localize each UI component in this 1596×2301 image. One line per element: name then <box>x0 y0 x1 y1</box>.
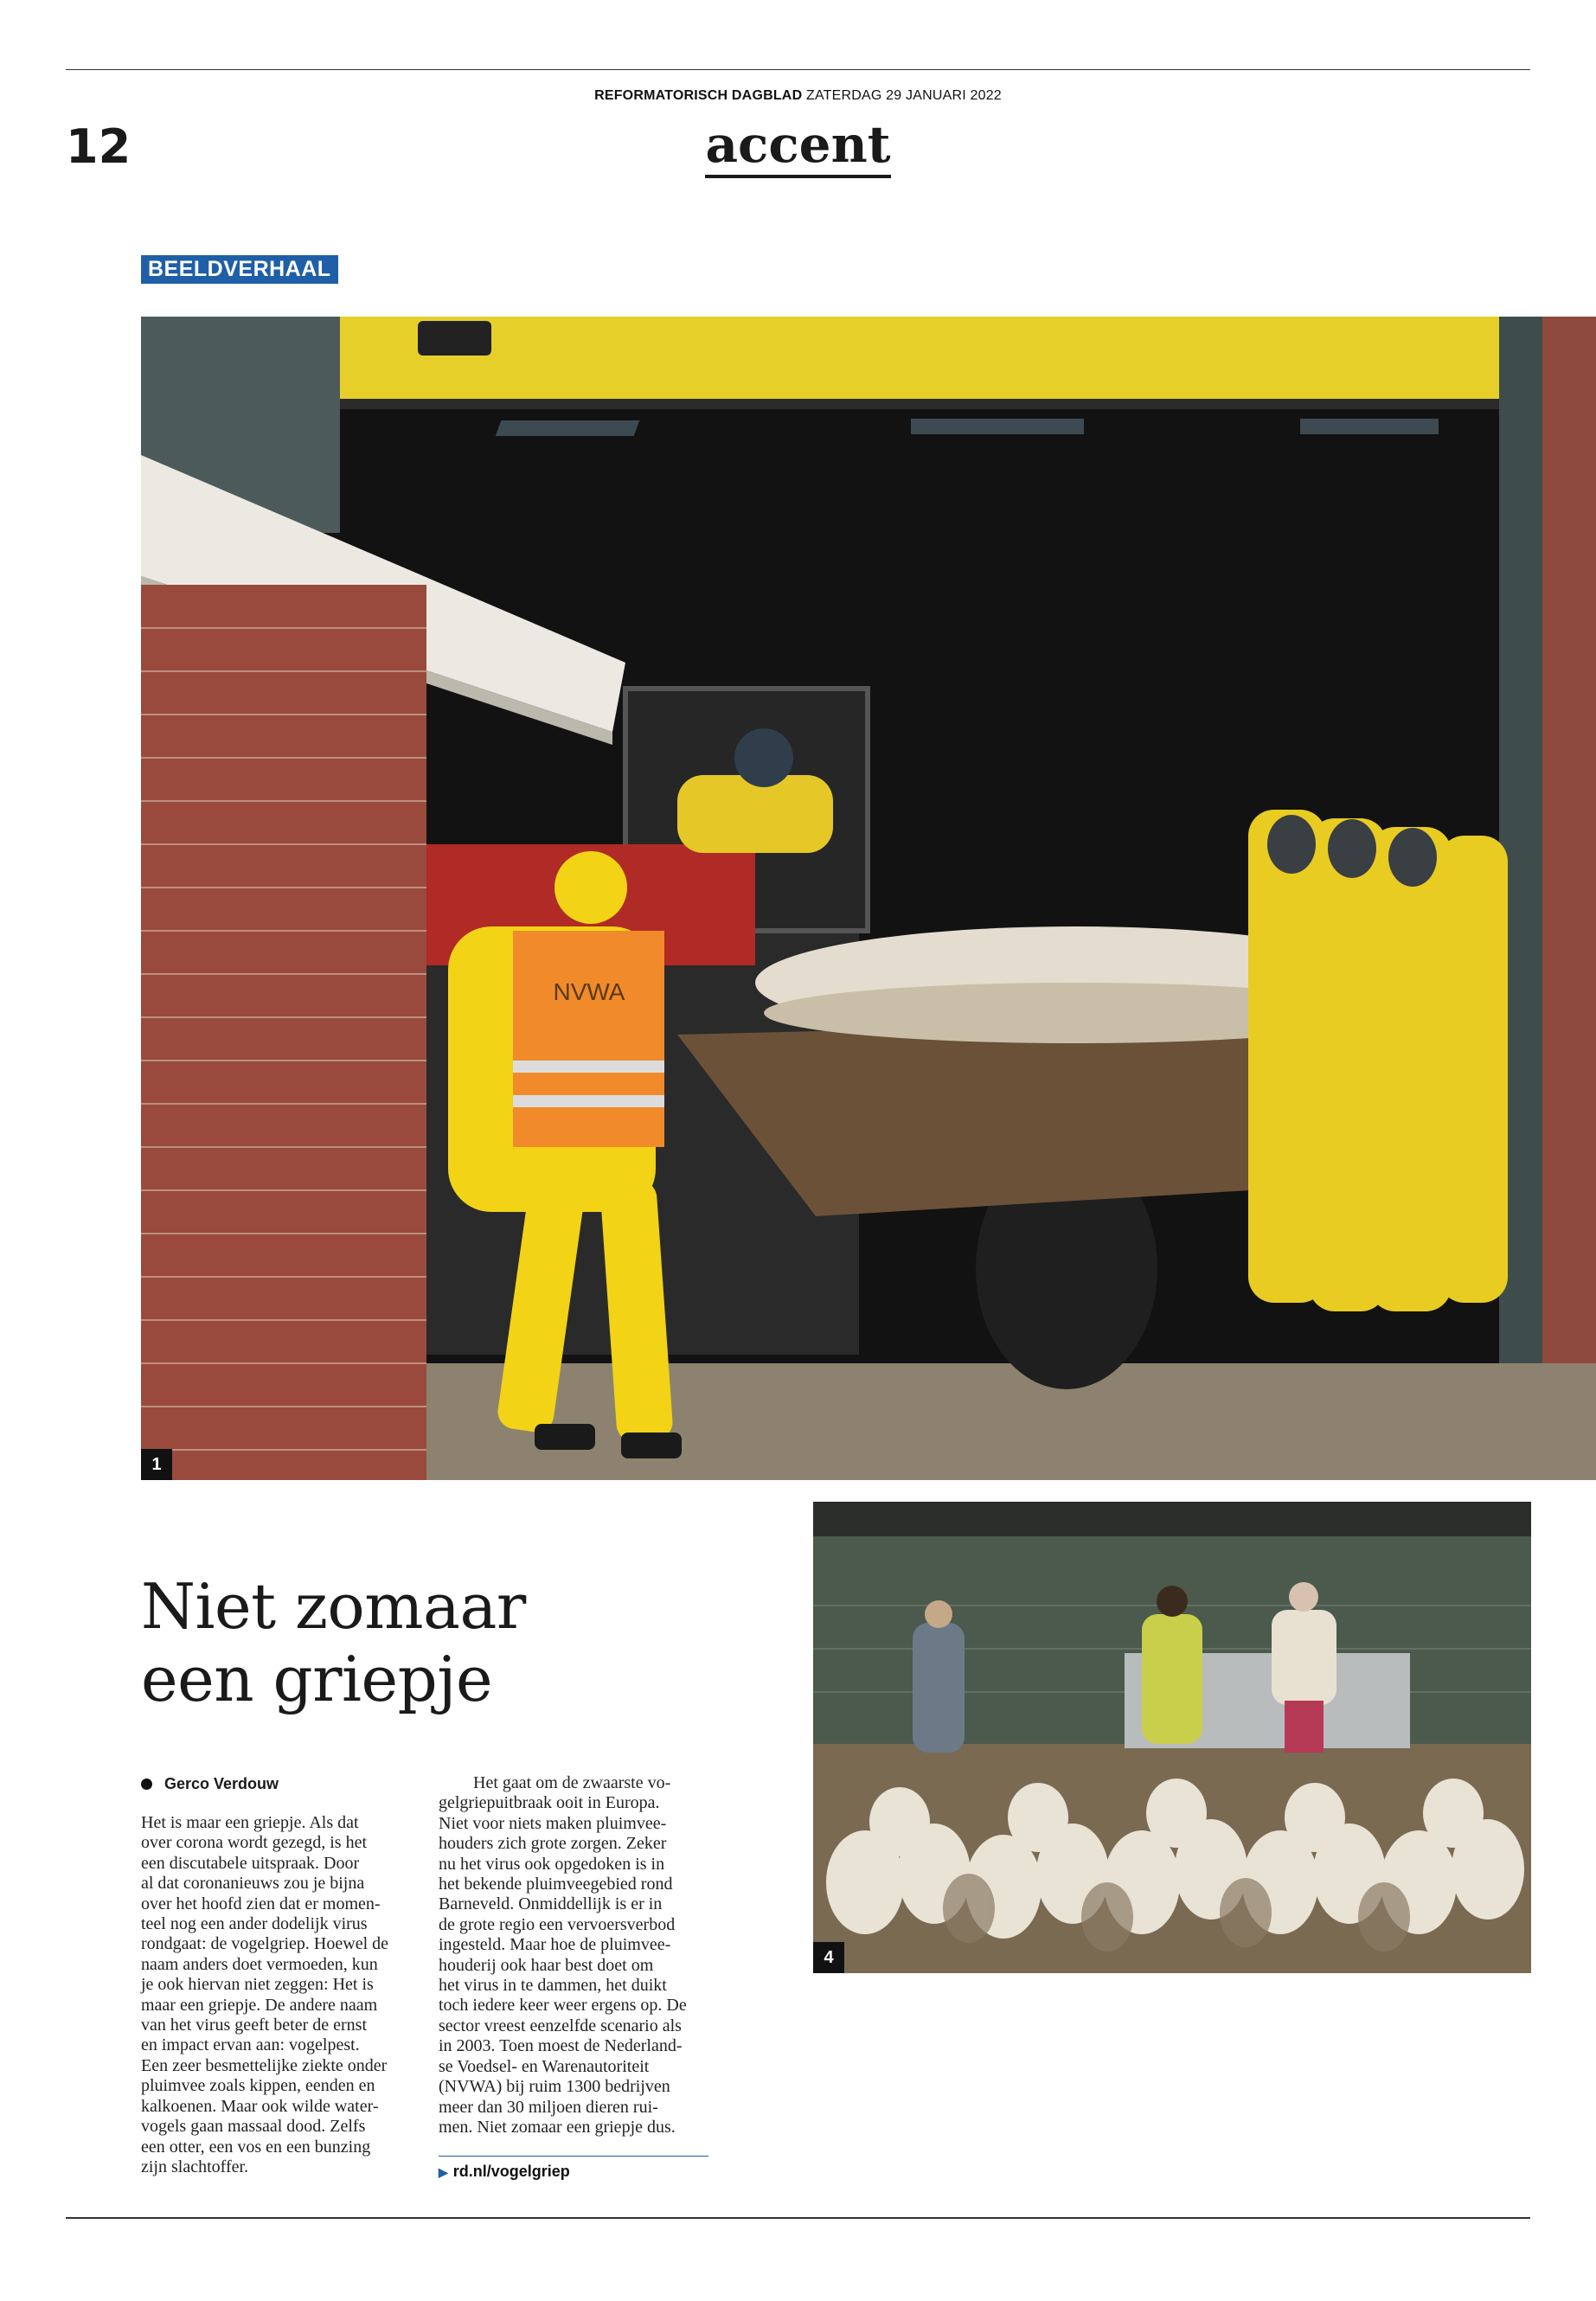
body-line: van het virus geeft beter de ernst <box>141 2016 368 2035</box>
body-line: toch iedere keer weer ergens op. De <box>439 1996 687 2016</box>
body-line: naam anders doet vermoeden, kun <box>141 1954 378 1974</box>
ducks-photo-illustration <box>813 1502 1531 1973</box>
body-column-1 <box>141 1813 388 2177</box>
body-line: Het is maar een griepje. Als dat <box>141 1813 359 1832</box>
body-line: maar een griepje. De andere naam <box>141 1995 378 2015</box>
body-line: het virus in te dammen, het duikt <box>439 1976 667 1996</box>
body-line: en impact ervan aan: vogelpest. <box>141 2035 360 2055</box>
web-link-text[interactable]: rd.nl/vogelgriep <box>452 2163 570 2180</box>
body-line: in 2003. Toen moest de Nederland- <box>439 2036 683 2056</box>
body-line: zijn slachtoffer. <box>141 2157 249 2176</box>
body-line: nu het virus ook opgedoken is in <box>439 1854 665 1874</box>
author-name: Gerco Verdouw <box>164 1775 279 1792</box>
body-line: Barneveld. Onmiddellijk is er in <box>439 1894 663 1914</box>
body-line: houders zich grote zorgen. Zeker <box>439 1834 667 1854</box>
body-line: Het gaat om de zwaarste vo- <box>439 1773 671 1792</box>
byline <box>141 1775 279 1793</box>
body-line: over het hoofd zien dat er momen- <box>141 1894 381 1913</box>
body-line: houderij ook haar best doet om <box>439 1955 654 1975</box>
photo-number-1: 1 <box>141 1449 172 1480</box>
link-divider <box>439 2156 708 2157</box>
body-line: vogels gaan massaal dood. Zelfs <box>141 2117 366 2137</box>
body-line: rondgaat: de vogelgriep. Hoewel de <box>141 1934 389 1954</box>
body-line: meer dan 30 miljoen dieren rui- <box>439 2097 658 2117</box>
ducks-photo <box>813 1502 1531 1973</box>
body-line: pluimvee zoals kippen, eenden en <box>141 2076 375 2096</box>
newspaper-name: REFORMATORISCH DAGBLAD <box>594 88 803 103</box>
body-line: je ook hiervan niet zeggen: Het is <box>141 1975 374 1995</box>
body-line: het bekende pluimveegebied rond <box>439 1875 673 1894</box>
body-line: teel nog een ander dodelijk virus <box>141 1914 368 1934</box>
body-line: ingesteld. Maar hoe de pluimvee- <box>439 1935 671 1955</box>
headline-line-1: Niet zomaar <box>141 1570 526 1643</box>
body-line: over corona wordt gezegd, is het <box>141 1833 368 1853</box>
body-line: een otter, een vos en een bunzing <box>141 2137 371 2157</box>
body-column-2 <box>439 1773 687 2138</box>
body-line: gelgriepuitbraak ooit in Europa. <box>439 1793 660 1813</box>
main-photo-illustration <box>141 317 1596 1480</box>
headline-line-2: een griepje <box>141 1643 493 1715</box>
page-number: 12 <box>66 119 131 174</box>
body-line: Een zeer besmettelijke ziekte onder <box>141 2055 388 2075</box>
arrow-right-icon: ▶ <box>439 2165 448 2179</box>
issue-date: ZATERDAG 29 JANUARI 2022 <box>805 88 1002 103</box>
category-badge: BEELDVERHAAL <box>141 255 338 284</box>
bottom-rule <box>66 2217 1530 2219</box>
web-link[interactable] <box>439 2163 570 2181</box>
body-line: al dat coronanieuws zou je bijna <box>141 1874 365 1894</box>
section-title <box>0 114 1596 175</box>
body-line: een discutabele uitspraak. Door <box>141 1853 360 1873</box>
body-line: sector vreest eenzelfde scenario als <box>439 2016 682 2035</box>
body-line: Niet voor niets maken pluimvee- <box>439 1813 667 1833</box>
body-line: (NVWA) bij ruim 1300 bedrijven <box>439 2077 670 2097</box>
section-name: accent <box>705 115 890 178</box>
masthead <box>0 88 1596 104</box>
body-line: kalkoenen. Maar ook wilde water- <box>141 2096 379 2116</box>
body-line: men. Niet zomaar een griepje dus. <box>439 2117 676 2137</box>
byline-bullet-icon <box>141 1779 152 1790</box>
body-line: se Voedsel- en Warenautoriteit <box>439 2056 650 2076</box>
body-line: de grote regio een vervoersverbod <box>439 1914 676 1934</box>
photo-number-4: 4 <box>813 1942 844 1973</box>
top-rule <box>66 69 1530 70</box>
headline <box>141 1570 526 1715</box>
vest-text: NVWA <box>553 978 625 1005</box>
main-photo <box>141 317 1596 1480</box>
